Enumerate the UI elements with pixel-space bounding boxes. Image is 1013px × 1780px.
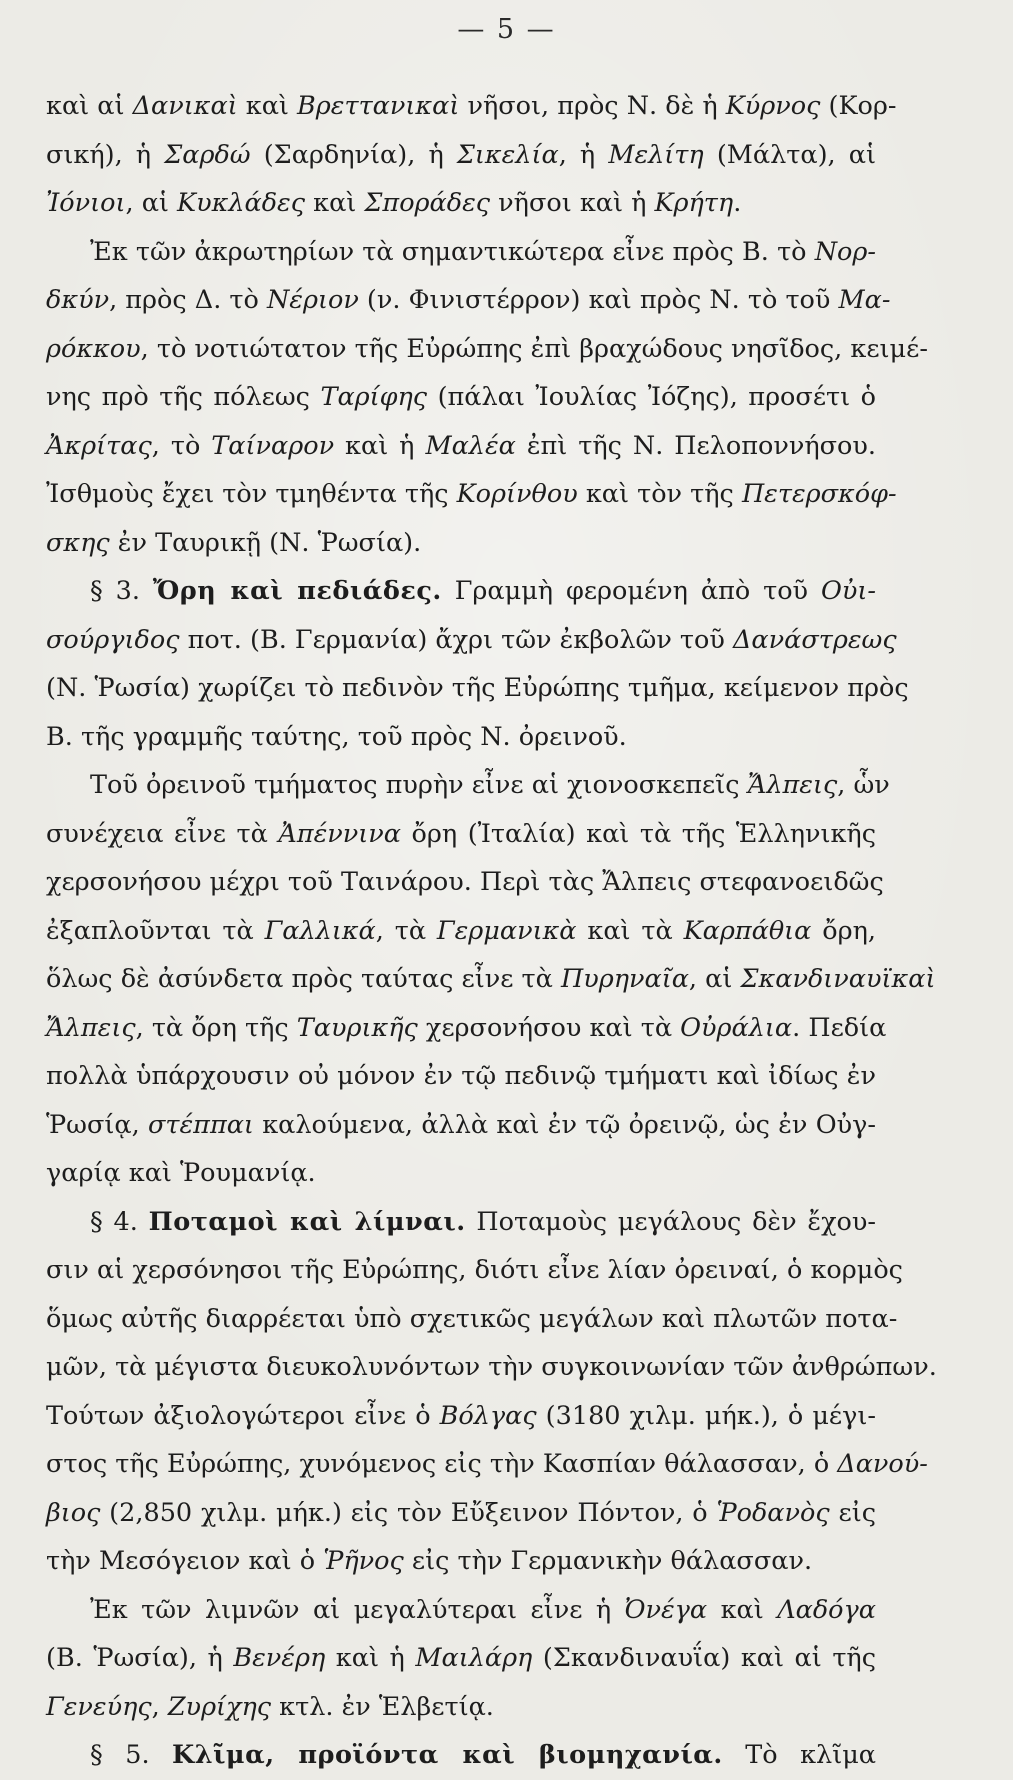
text-line [46, 1392, 876, 1441]
italic-term: Ἰόνιοι [46, 188, 126, 218]
italic-term: Ταρίφης [320, 382, 428, 412]
italic-term: Ἀπέννινα [278, 818, 401, 849]
text-run: (3180 χιλμ. μήκ.), ὁ μέγι- [536, 1400, 876, 1431]
text-line [46, 1246, 903, 1295]
text-line [46, 713, 876, 762]
text-run: νῆσοι, πρὸς Ν. δὲ ἡ [459, 91, 726, 121]
text-run: (Σαρδηνία), ἡ [250, 139, 457, 170]
text-run: , [151, 1691, 168, 1722]
text-line [46, 955, 936, 1004]
text-line [46, 810, 876, 859]
text-run: , αἱ [688, 964, 741, 994]
body-text [46, 82, 937, 1780]
text-run: Ποταμοὺς μεγάλους δὲν ἔχου- [465, 1206, 876, 1237]
text-line [46, 276, 891, 325]
italic-term: Ὀνέγα [624, 1594, 708, 1625]
italic-term: Δανικαὶ [132, 91, 238, 121]
text-line [46, 1004, 887, 1053]
text-line [46, 325, 928, 374]
text-run: Τοῦ ὀρεινοῦ τμήματος πυρὴν εἶνε αἱ χιονοσκεπεῖς [90, 770, 748, 800]
text-line [46, 761, 890, 810]
text-run: ὅλως δὲ ἀσύνδετα πρὸς ταύτας εἶνε τὰ [46, 964, 561, 994]
text-run: § 5. [90, 1740, 173, 1770]
text-run: ἐπὶ τῆς Ν. Πελοποννήσου. [515, 430, 877, 461]
text-line [46, 1537, 876, 1586]
text-line [46, 664, 909, 713]
italic-term: Ἄλπεις [46, 1012, 136, 1043]
italic-term: Σαρδώ [164, 139, 251, 170]
text-line [46, 616, 897, 665]
text-run: τὴν Μεσόγειον καὶ ὁ [46, 1546, 324, 1576]
text-run: Τὸ κλῖμα [722, 1740, 877, 1770]
text-run: γαρίᾳ καὶ Ῥουμανίᾳ. [46, 1158, 316, 1188]
text-run: ἐξαπλοῦνται τὰ [46, 915, 265, 946]
text-run: ὄρη, [811, 915, 876, 946]
section-heading: Ὄρη καὶ πεδιάδες. [152, 576, 442, 606]
italic-term: Καρπάθια [683, 915, 812, 946]
text-line [46, 1440, 928, 1489]
text-run: (Β. Ῥωσία), ἡ [46, 1643, 234, 1673]
text-line [46, 1586, 876, 1635]
italic-term: Πετερσκόφ- [741, 479, 897, 509]
section-heading-line [46, 567, 876, 616]
italic-term: σκης [46, 527, 110, 558]
text-run: . [733, 188, 742, 218]
text-line [46, 1683, 876, 1732]
italic-term: Ταυρικῆς [296, 1012, 418, 1043]
text-run: Τούτων ἀξιολογώτεροι εἶνε ὁ [46, 1400, 440, 1431]
text-line [46, 1634, 876, 1683]
text-run: ὄρη (Ἰταλία) καὶ τὰ τῆς Ἑλληνικῆς [400, 818, 876, 849]
text-run: καὶ τὸν τῆς [577, 479, 742, 509]
text-run: § 3. [90, 576, 153, 606]
italic-term: Μα- [838, 285, 891, 315]
text-line [46, 1052, 876, 1101]
text-run: εἰς τὴν Γερμανικὴν θάλασσαν. [403, 1546, 813, 1576]
text-line [46, 131, 876, 180]
text-run: καὶ [707, 1594, 778, 1625]
italic-term: Κυκλάδες [177, 188, 306, 218]
italic-term: στέππαι [147, 1109, 254, 1140]
text-line [46, 858, 884, 907]
italic-term: Δανάστρεως [733, 624, 897, 655]
section-heading-line [46, 1731, 876, 1780]
text-line [46, 1295, 898, 1344]
text-run: συνέχεια εἶνε τὰ [46, 818, 279, 849]
text-run: , ὧν [837, 770, 890, 800]
text-run: νης πρὸ τῆς πόλεως [46, 382, 321, 412]
italic-term: σούργιδος [46, 624, 180, 655]
text-run: , πρὸς Δ. τὸ [109, 285, 267, 315]
text-run: σιν αἱ χερσόνησοι τῆς Εὐρώπης, διότι εἶνε λίαν ὀρειναί, ὁ κορμὸς [46, 1255, 903, 1285]
text-run: πολλὰ ὑπάρχουσιν οὐ μόνον ἐν τῷ πεδινῷ τμήματι καὶ ἰδίως ἐν [46, 1061, 876, 1091]
text-run: χερσονήσου καὶ τὰ [417, 1012, 681, 1043]
text-run: § 4. [90, 1206, 149, 1237]
italic-term: Νορ- [814, 236, 876, 267]
italic-term: Σποράδες [364, 188, 491, 218]
text-run: . Πεδία [792, 1012, 887, 1043]
section-heading-line [46, 1198, 876, 1247]
text-line [46, 470, 897, 519]
italic-term: Κύρνος [725, 91, 821, 121]
italic-term: Ζυρίχης [167, 1691, 272, 1722]
text-run: καὶ [305, 188, 365, 218]
text-run: καὶ ἡ [325, 1643, 416, 1673]
italic-term: Σικελία [456, 139, 559, 170]
text-run: σική), ἡ [46, 139, 165, 170]
italic-term: Γενεύης [46, 1691, 152, 1722]
italic-term: Οὐι- [820, 576, 877, 606]
italic-term: Βρεττανικαὶ [297, 91, 460, 121]
text-run: , ἡ [558, 139, 609, 170]
text-run: καὶ [237, 91, 298, 121]
text-run: , τὸ νοτιώτατον τῆς Εὐρώπης ἐπὶ βραχώδους νησῖδος, κειμέ- [140, 333, 928, 364]
text-run: (πάλαι Ἰουλίας Ἰόζης), προσέτι ὁ [427, 382, 876, 412]
italic-term: Βόλγας [439, 1400, 537, 1431]
text-run: καλούμενα, ἀλλὰ καὶ ἐν τῷ ὀρεινῷ, ὡς ἐν Οὐγ- [253, 1109, 876, 1140]
text-run: ἐν Ταυρικῇ (Ν. Ῥωσία). [109, 527, 422, 558]
italic-term: Λαδόγα [777, 1594, 876, 1625]
text-run: καὶ ἡ [334, 430, 426, 461]
text-run: μῶν, τὰ μέγιστα διευκολυνόντων τὴν συγκοινωνίαν τῶν ἀνθρώπων. [46, 1352, 937, 1382]
text-run: κτλ. ἐν Ἑλβετίᾳ. [271, 1691, 494, 1722]
section-heading: Κλῖμα, προϊόντα καὶ βιομηχανία. [172, 1740, 723, 1770]
text-line [46, 1149, 876, 1198]
page-number: — 5 — [457, 14, 556, 45]
text-run: (2,850 χιλμ. μήκ.) εἰς τὸν Εὔξεινον Πόντον, ὁ [100, 1497, 717, 1528]
text-run: στος τῆς Εὐρώπης, χυνόμενος εἰς τὴν Κασπίαν θάλασσαν, ὁ [46, 1449, 838, 1479]
italic-term: Ἀκρίτας [46, 430, 152, 461]
text-run: , αἱ [125, 188, 178, 218]
text-run: , τὰ ὄρη τῆς [135, 1012, 297, 1043]
text-line [46, 373, 876, 422]
text-line [46, 1343, 937, 1392]
italic-term: Γερμανικὰ [436, 915, 577, 946]
italic-term: ρόκκου [46, 333, 141, 364]
text-run: (Κορ- [820, 91, 897, 121]
text-line [46, 179, 876, 228]
text-run: Ἰσθμοὺς ἔχει τὸν τμηθέντα τῆς [46, 479, 457, 509]
text-line [46, 228, 876, 277]
text-run: χερσονήσου μέχρι τοῦ Ταινάρου. Περὶ τὰς Ἄλπεις στεφανοειδῶς [46, 867, 884, 897]
italic-term: Ῥοδανὸς [716, 1497, 830, 1528]
text-line [46, 519, 876, 568]
text-run: Ἐκ τῶν λιμνῶν αἱ μεγαλύτεραι εἶνε ἡ [90, 1594, 625, 1625]
text-run: Ῥωσίᾳ, [46, 1109, 148, 1140]
italic-term: Ἄλπεις [747, 770, 838, 800]
italic-term: βιος [46, 1497, 101, 1528]
italic-term: Πυρηναῖα [560, 964, 689, 994]
italic-term: Μαιλάρη [415, 1643, 533, 1673]
italic-term: Μελίτη [608, 139, 704, 170]
text-run: καὶ αἱ [46, 91, 133, 121]
text-run: Γραμμὴ φερομένη ἀπὸ τοῦ [441, 576, 821, 606]
text-run: Β. τῆς γραμμῆς ταύτης, τοῦ πρὸς Ν. ὀρεινοῦ. [46, 721, 627, 752]
text-run: (Ν. Ῥωσία) χωρίζει τὸ πεδινὸν τῆς Εὐρώπης τμῆμα, κείμενον πρὸς [46, 673, 909, 703]
text-run: εἰς [829, 1497, 876, 1528]
italic-term: Σκανδιναυϊκαὶ [740, 964, 936, 994]
text-line [46, 422, 876, 471]
italic-term: Κρήτη [654, 188, 734, 218]
text-run: ποτ. (Β. Γερμανία) ἄχρι τῶν ἐκβολῶν τοῦ [179, 624, 734, 655]
italic-term: Οὐράλια [680, 1012, 793, 1043]
text-run: , τὰ [375, 915, 437, 946]
italic-term: Γαλλικά [264, 915, 376, 946]
italic-term: Βενέρη [233, 1643, 326, 1673]
text-run: (Σκανδιναυΐα) καὶ αἱ τῆς [532, 1643, 876, 1673]
italic-term: δκύν [46, 285, 110, 315]
text-run: καὶ τὰ [576, 915, 684, 946]
text-line [46, 907, 876, 956]
text-run: ὅμως αὐτῆς διαρρέεται ὑπὸ σχετικῶς μεγάλων καὶ πλωτῶν ποτα- [46, 1303, 898, 1334]
text-line [46, 1101, 876, 1150]
text-line [46, 1489, 876, 1538]
text-run: (ν. Φινιστέρρον) καὶ πρὸς Ν. τὸ τοῦ [358, 285, 839, 315]
italic-term: Νέριον [266, 285, 359, 315]
text-line [46, 82, 897, 131]
text-run: νῆσοι καὶ ἡ [490, 188, 655, 218]
italic-term: Μαλέα [425, 430, 516, 461]
text-run: , τὸ [151, 430, 212, 461]
italic-term: Κορίνθου [456, 479, 578, 509]
text-run: (Μάλτα), αἱ [703, 139, 876, 170]
italic-term: Ῥῆνος [323, 1546, 404, 1576]
italic-term: Δανού- [837, 1449, 928, 1479]
section-heading: Ποταμοὶ καὶ λίμναι. [148, 1206, 466, 1237]
italic-term: Ταίναρον [211, 430, 335, 461]
text-run: Ἐκ τῶν ἀκρωτηρίων τὰ σημαντικώτερα εἶνε πρὸς Β. τὸ [90, 236, 815, 267]
